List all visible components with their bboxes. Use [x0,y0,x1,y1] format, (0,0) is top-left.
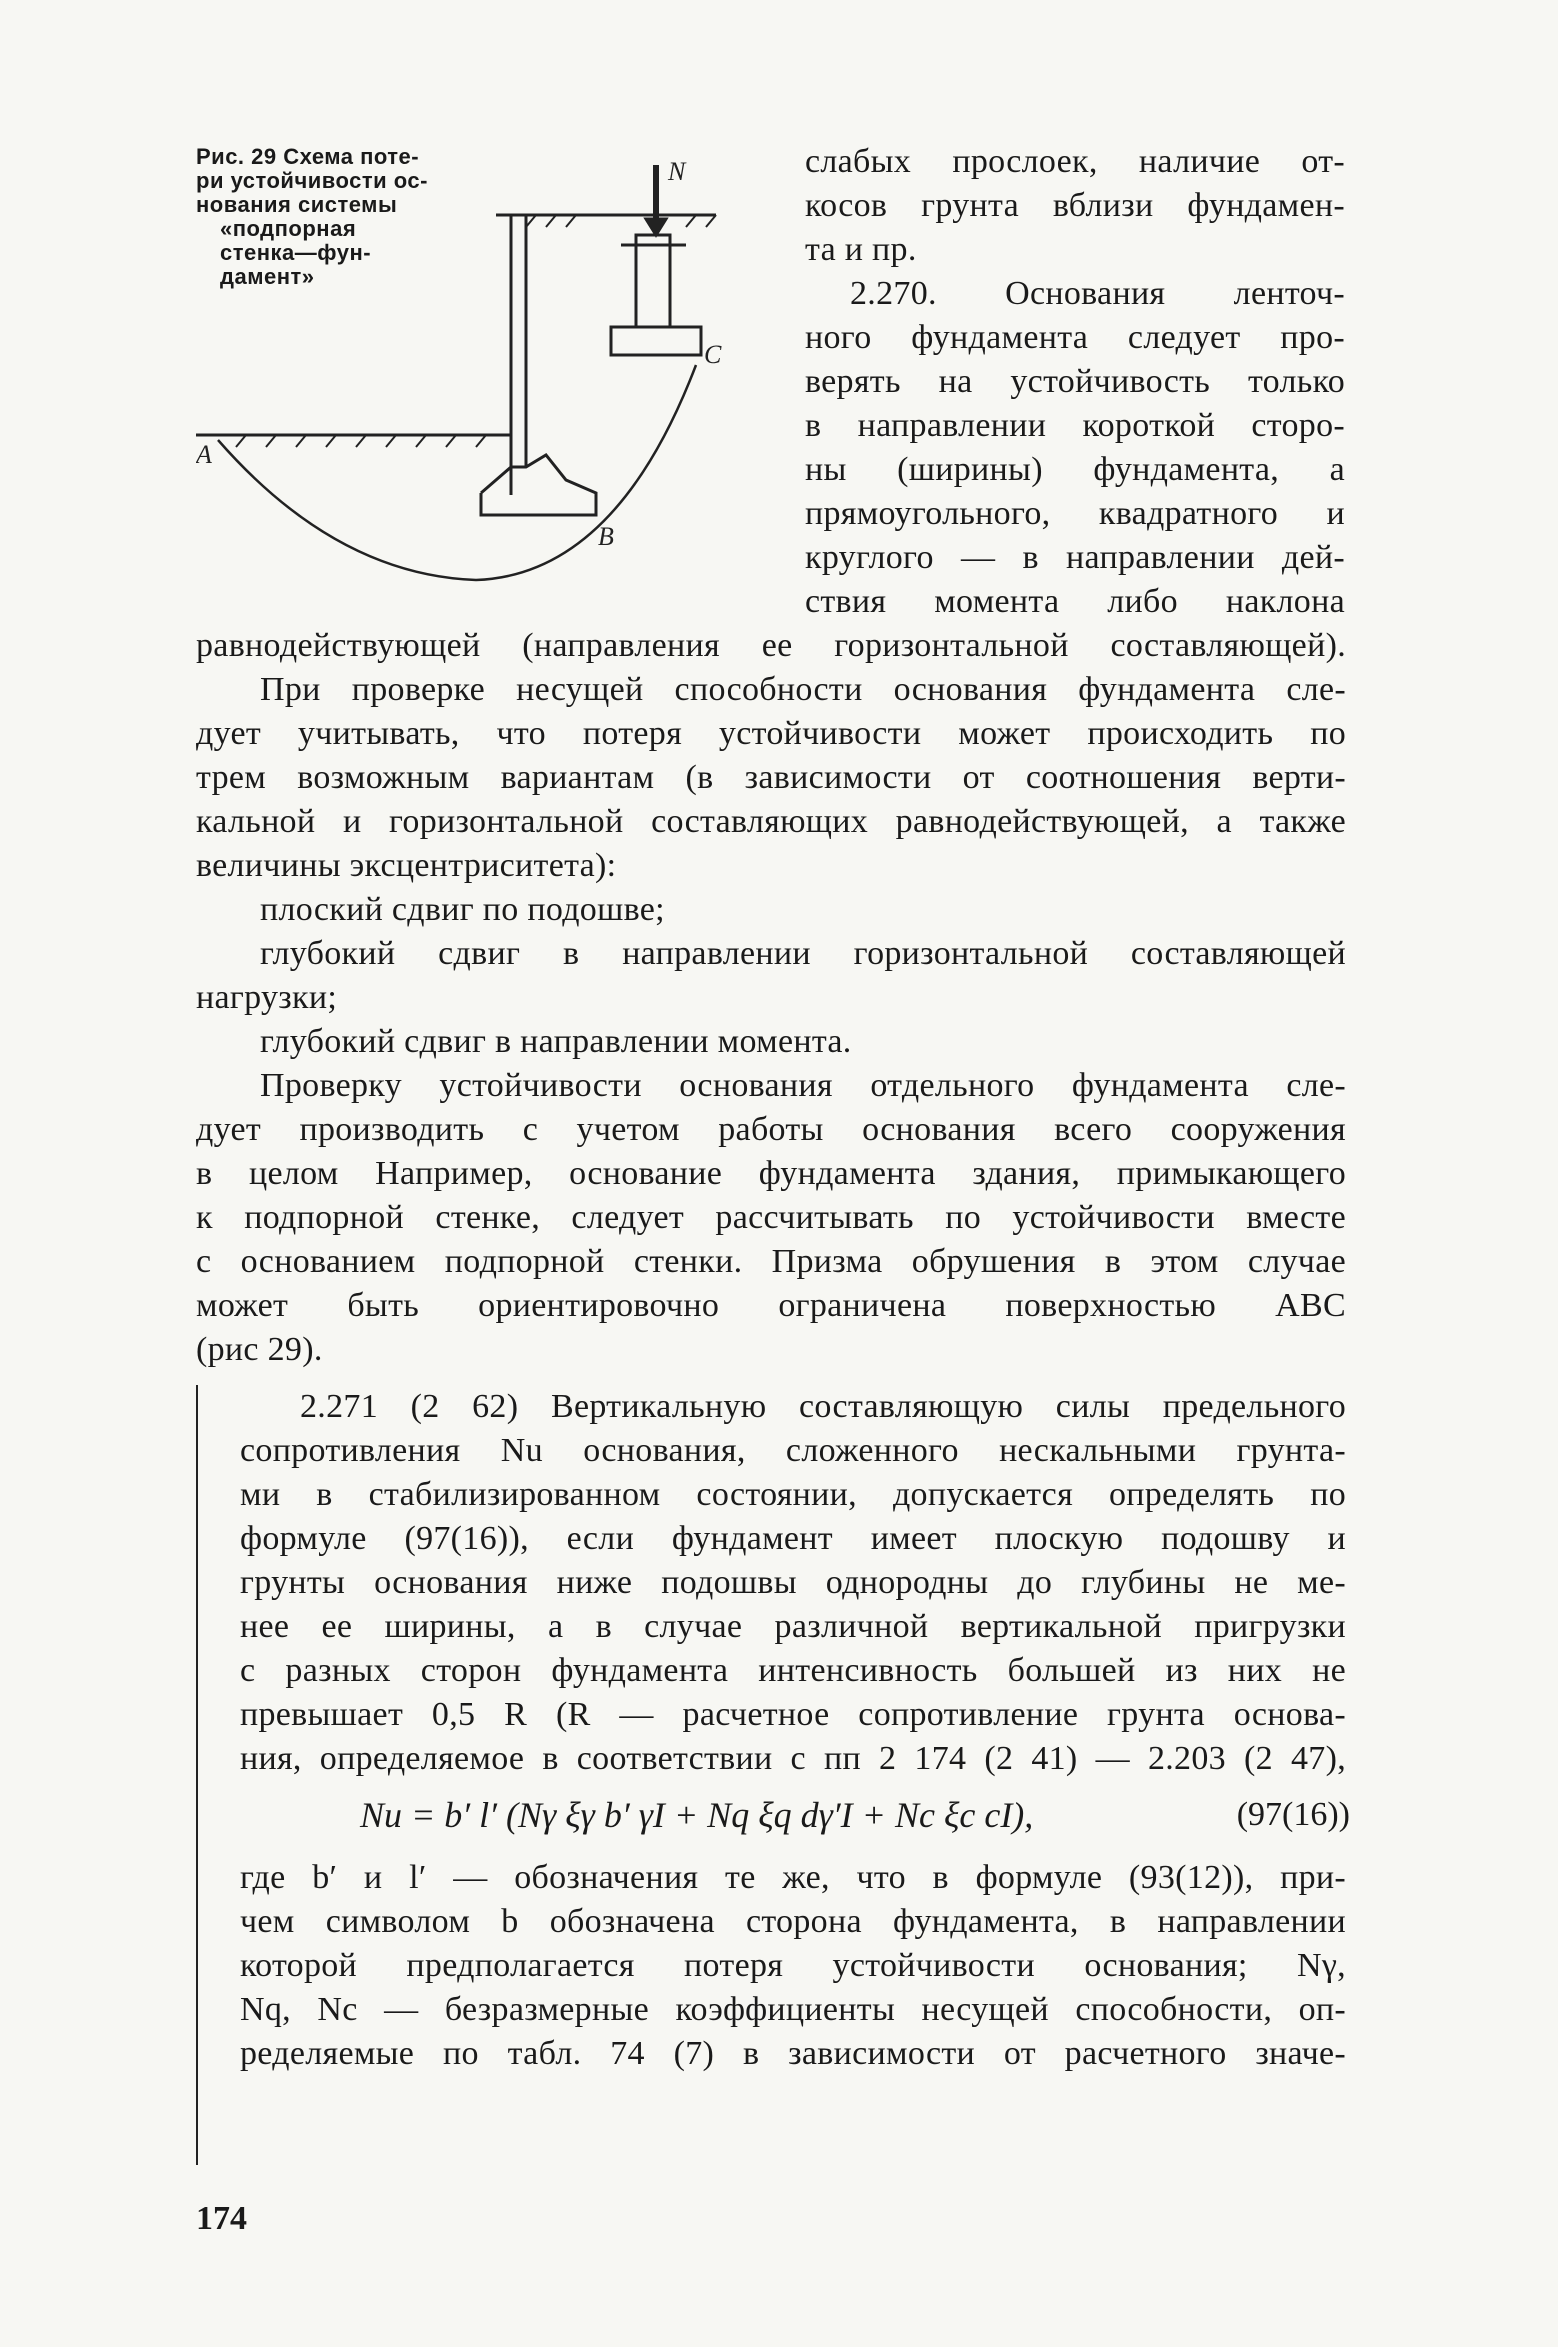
text-line: трем возможным вариантам (в зависимости от соотношения верти- [196,759,1346,796]
caption-line: дамент» [220,264,315,289]
text-line: Nq, Nc — безразмерные коэффициенты несущей способности, оп- [240,1991,1346,2028]
wall-footing [481,455,596,515]
text-line: с основанием подпорной стенки. Призма обрушения в этом случае [196,1243,1346,1280]
text-line: та и пр. [805,231,917,268]
text-line: дует учитывать, что потеря устойчивости может происходить по [196,715,1346,752]
text-line: ны (ширины) фундамента, а [805,451,1345,488]
text-line: глубокий сдвиг в направлении горизонтальной составляющей [260,935,1346,972]
text-line: чем символом b обозначена сторона фундамента, в направлении [240,1903,1346,1940]
caption-line: «подпорная [220,216,357,241]
text-line: ния, определяемое в соответствии с пп 2 174 (2 41) — 2.203 (2 47), [240,1740,1346,1777]
label-b: B [598,522,614,551]
text-line: дует производить с учетом работы основания всего сооружения [196,1111,1346,1148]
text-line: 2.271 (2 62) Вертикальную составляющую силы предельного [300,1388,1346,1425]
text-line: величины эксцентриситета): [196,847,617,884]
revision-bar [196,1385,198,2165]
text-line: ми в стабилизированном состоянии, допускается определять по [240,1476,1346,1513]
force-arrow-head [646,219,666,235]
text-line: Проверку устойчивости основания отдельного фундамента сле- [260,1067,1346,1104]
label-n: N [668,157,686,186]
label-c: C [704,340,722,369]
text-line: в направлении короткой сторо- [805,407,1345,444]
slip-surface-arc [218,365,696,580]
caption-line: стенка—фун- [220,240,372,265]
label-a: A [196,440,212,469]
text-line: ределяемые по табл. 74 (7) в зависимости от расчетного значе- [240,2035,1346,2072]
text-line: превышает 0,5 R (R — расчетное сопротивление грунта основа- [240,1696,1346,1733]
text-line: равнодействующей (направления ее горизонтальной составляющей). [196,627,1346,664]
formula-number: (97(16)) [1236,1796,1350,1833]
text-line: формуле (97(16)), если фундамент имеет плоскую подошву и [240,1520,1346,1557]
text-line: где b′ и l′ — обозначения те же, что в формуле (93(12)), при- [240,1859,1346,1896]
page-number: 174 [196,2200,247,2237]
text-line: кальной и горизонтальной составляющих равнодействующей, а также [196,803,1346,840]
figure-retaining-wall-scheme [196,135,756,595]
text-line: глубокий сдвиг в направлении момента. [260,1023,852,1060]
upper-foundation-slab [611,327,701,355]
text-line: в целом Например, основание фундамента здания, примыкающего [196,1155,1346,1192]
text-line: может быть ориентировочно ограничена поверхностью ABC [196,1287,1346,1324]
text-line: сопротивления Nu основания, сложенного нескальными грунта- [240,1432,1346,1469]
text-line: прямоугольного, квадратного и [805,495,1345,532]
upper-column [636,235,670,327]
text-line: 2.270. Основания ленточ- [850,275,1345,312]
text-line: При проверке несущей способности основания фундамента сле- [260,671,1346,708]
text-line: плоский сдвиг по подошве; [260,891,665,928]
text-line: которой предполагается потеря устойчивости основания; Nγ, [240,1947,1346,1984]
text-line: (рис 29). [196,1331,323,1368]
text-line: ного фундамента следует про- [805,319,1345,356]
caption-line: нования системы [196,192,398,217]
text-line: слабых прослоек, наличие от- [805,143,1345,180]
caption-line: Рис. 29 Схема поте- [196,144,420,169]
formula-97-16 [360,1790,1350,1840]
text-line: грунты основания ниже подошвы однородны до глубины не ме- [240,1564,1346,1601]
text-line: нагрузки; [196,979,338,1016]
text-line: нее ее ширины, а в случае различной вертикальной пригрузки [240,1608,1346,1645]
text-line: ствия момента либо наклона [805,583,1345,620]
formula-expression: Nu = b′ l′ (Nγ ξγ b′ γI + Nq ξq dγ′I + Nc ξc cI), [360,1795,1034,1835]
text-line: круглого — в направлении дей- [805,539,1345,576]
text-line: к подпорной стенке, следует рассчитывать по устойчивости вместе [196,1199,1346,1236]
text-line: верять на устойчивость только [805,363,1345,400]
text-line: косов грунта вблизи фундамен- [805,187,1345,224]
text-line: с разных сторон фундамента интенсивность большей из них не [240,1652,1346,1689]
caption-line: ри устойчивости ос- [196,168,428,193]
stability-scheme-diagram [196,135,756,595]
